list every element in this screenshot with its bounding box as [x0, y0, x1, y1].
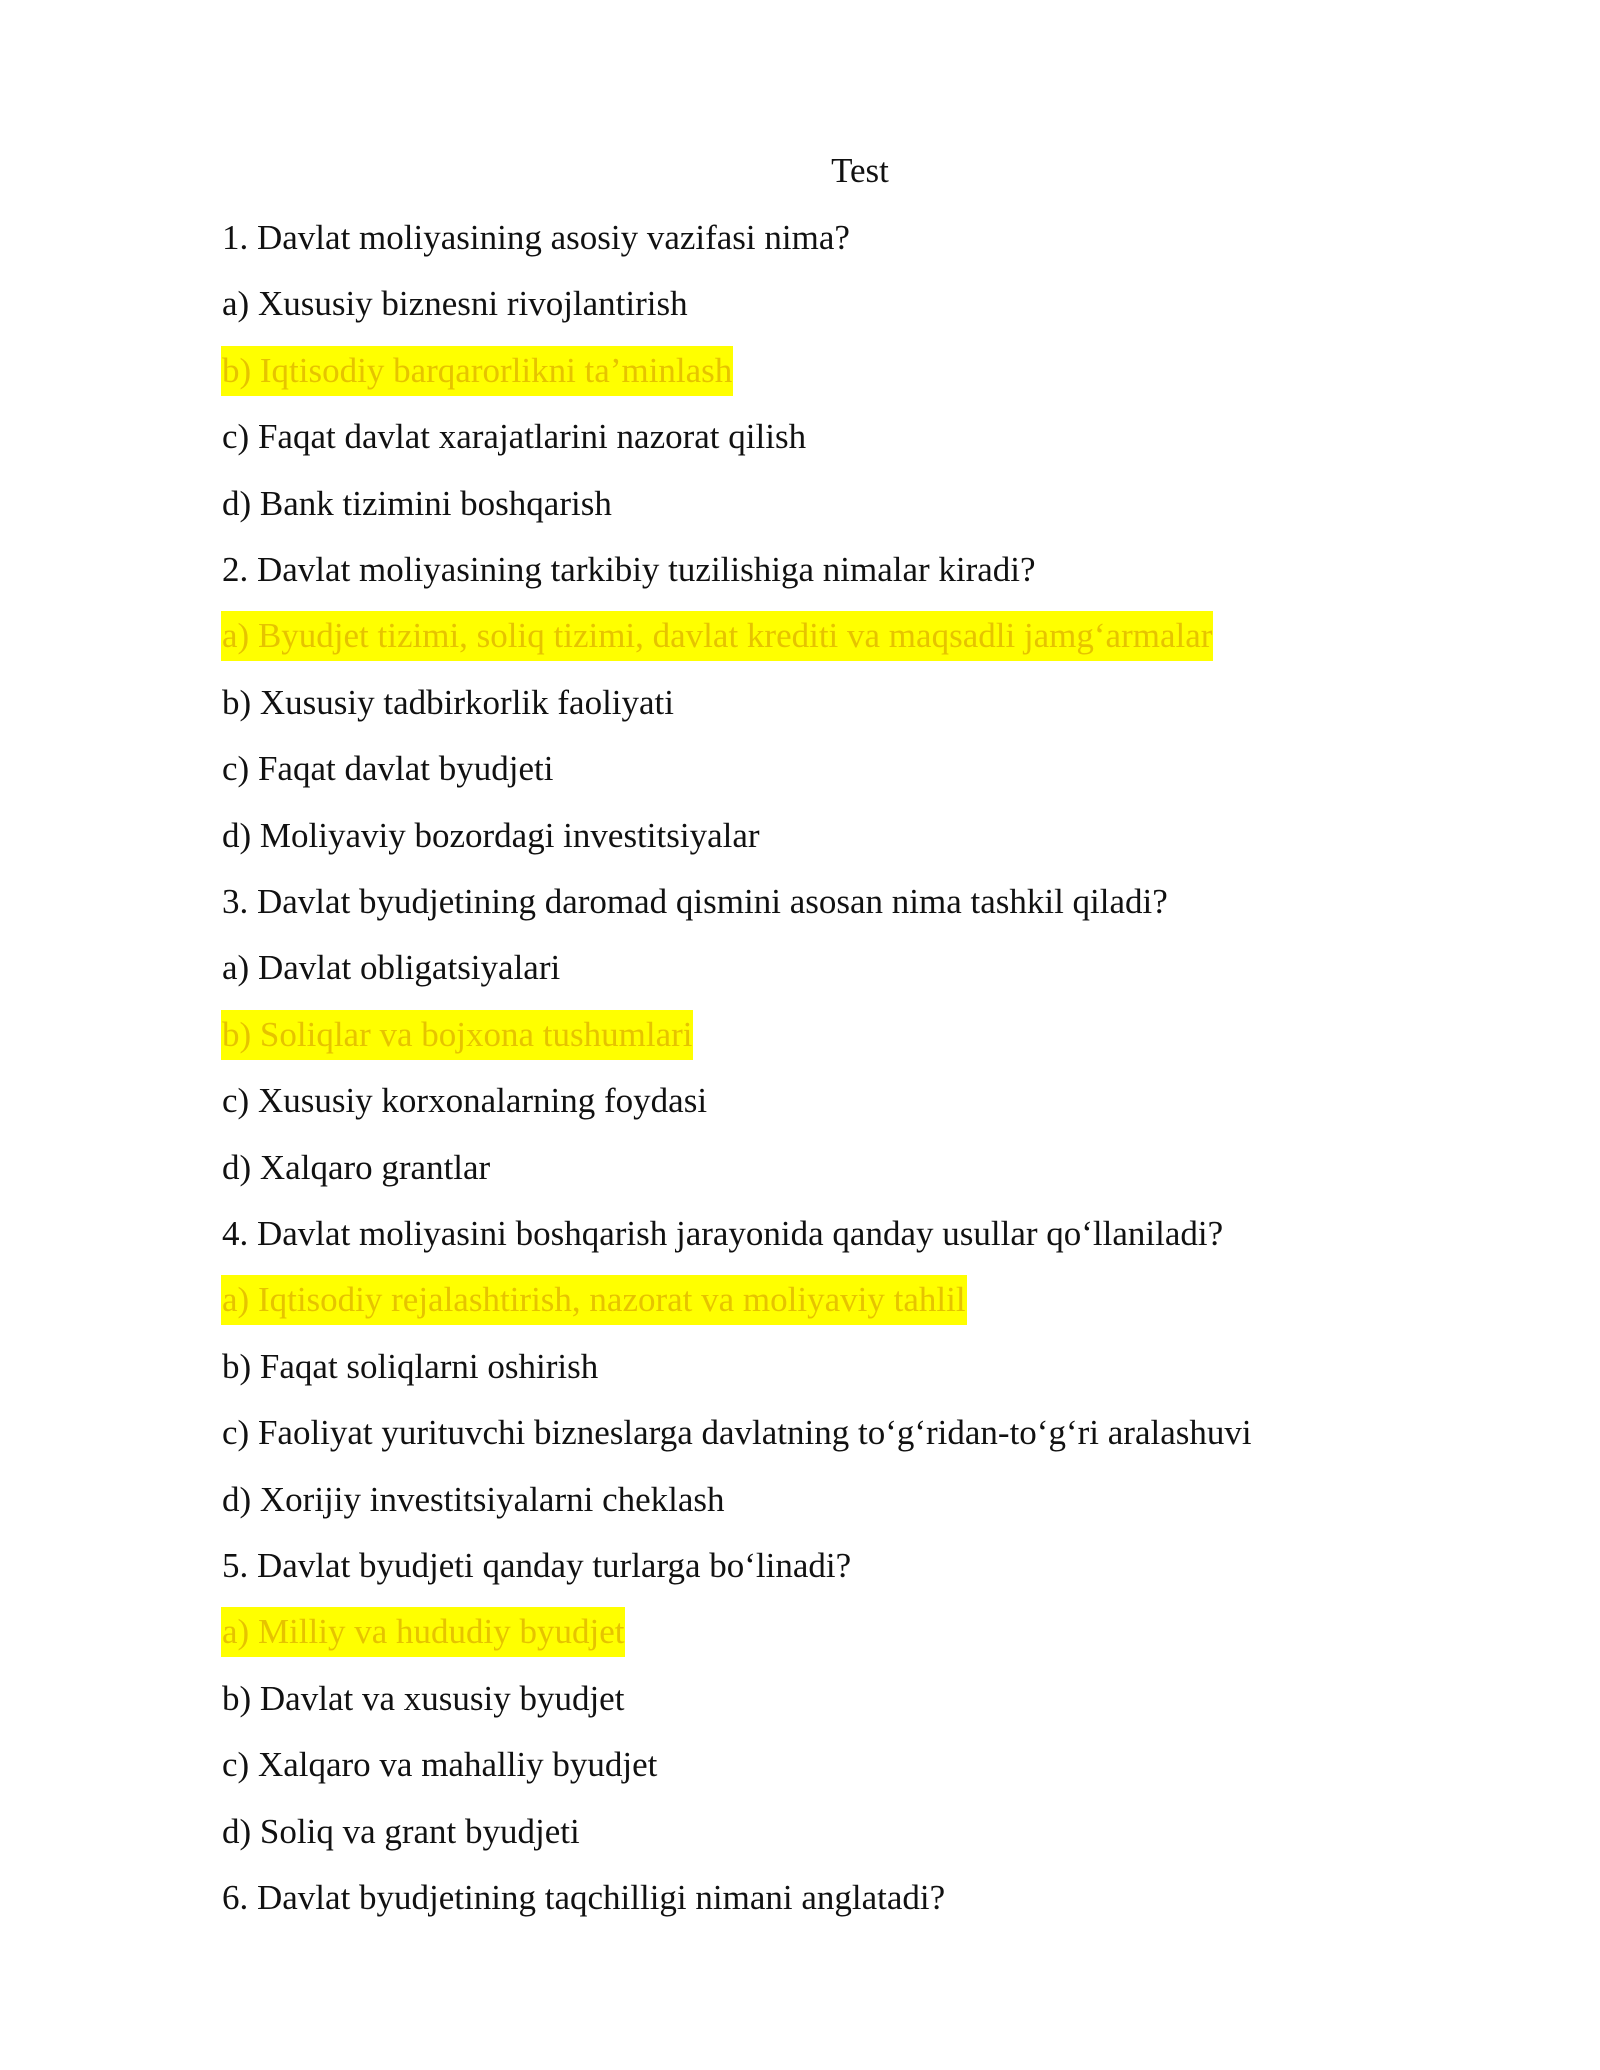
answer-option	[221, 1740, 658, 1790]
line-text: 5. Davlat byudjeti qanday turlarga bo‘linadi?	[222, 1546, 852, 1585]
line-text: d) Moliyaviy bozordagi investitsiyalar	[222, 815, 760, 855]
line-text: b) Iqtisodiy barqarorlikni ta’minlash	[221, 346, 733, 396]
line-text: b) Davlat va xususiy byudjet	[222, 1678, 625, 1718]
answer-option	[221, 1807, 581, 1857]
correct-answer-option	[221, 1010, 693, 1060]
line-text: 6. Davlat byudjetining taqchilligi nimani anglatadi?	[222, 1878, 946, 1917]
line-text: b) Xususiy tadbirkorlik faoliyati	[222, 682, 675, 722]
answer-option	[221, 943, 561, 993]
document-title: Test	[831, 151, 889, 190]
line-text: 3. Davlat byudjetining daromad qismini asosan nima tashkil qiladi?	[222, 882, 1168, 921]
question-text	[221, 1209, 1224, 1259]
line-text: d) Soliq va grant byudjeti	[222, 1811, 580, 1851]
question-text	[221, 1541, 852, 1591]
line-text: 1. Davlat moliyasining asosiy vazifasi nima?	[222, 218, 850, 257]
answer-option	[221, 1342, 599, 1392]
answer-option	[221, 279, 689, 329]
line-text: a) Milliy va hududiy byudjet	[221, 1607, 625, 1657]
question-text	[221, 213, 851, 263]
answer-option	[221, 744, 554, 794]
answer-option	[221, 811, 761, 861]
line-text: a) Davlat obligatsiyalari	[222, 948, 561, 988]
correct-answer-option	[221, 611, 1213, 661]
line-text: b) Faqat soliqlarni oshirish	[222, 1346, 599, 1386]
line-text: a) Iqtisodiy rejalashtirish, nazorat va moliyaviy tahlil	[221, 1275, 967, 1325]
line-text: c) Faqat davlat xarajatlarini nazorat qilish	[222, 417, 807, 457]
question-text	[221, 877, 1169, 927]
answer-option	[221, 1143, 491, 1193]
answer-option	[221, 678, 675, 728]
line-text: a) Xususiy biznesni rivojlantirish	[222, 284, 688, 324]
line-text: c) Faoliyat yurituvchi bizneslarga davlatning to‘g‘ridan-to‘g‘ri aralashuvi	[222, 1413, 1252, 1453]
line-text: d) Xalqaro grantlar	[222, 1147, 491, 1187]
answer-option	[221, 1674, 625, 1724]
correct-answer-option	[221, 346, 733, 396]
answer-option	[221, 412, 807, 462]
line-text: b) Soliqlar va bojxona tushumlari	[221, 1010, 693, 1060]
line-text: c) Xususiy korxonalarning foydasi	[222, 1081, 708, 1121]
question-text	[221, 1873, 946, 1923]
answer-option	[221, 1475, 726, 1525]
line-text: c) Faqat davlat byudjeti	[222, 749, 554, 789]
line-text: 4. Davlat moliyasini boshqarish jarayonida qanday usullar qo‘llaniladi?	[222, 1214, 1224, 1253]
answer-option	[221, 1408, 1253, 1458]
question-text	[221, 545, 1037, 595]
line-text: a) Byudjet tizimi, soliq tizimi, davlat krediti va maqsadli jamg‘armalar	[221, 611, 1213, 661]
line-text: d) Xorijiy investitsiyalarni cheklash	[222, 1479, 725, 1519]
line-text: c) Xalqaro va mahalliy byudjet	[222, 1745, 658, 1785]
answer-option	[221, 1076, 708, 1126]
line-text: 2. Davlat moliyasining tarkibiy tuzilishiga nimalar kiradi?	[222, 550, 1036, 589]
answer-option	[221, 479, 613, 529]
line-text: d) Bank tizimini boshqarish	[222, 483, 612, 523]
correct-answer-option	[221, 1607, 625, 1657]
correct-answer-option	[221, 1275, 967, 1325]
